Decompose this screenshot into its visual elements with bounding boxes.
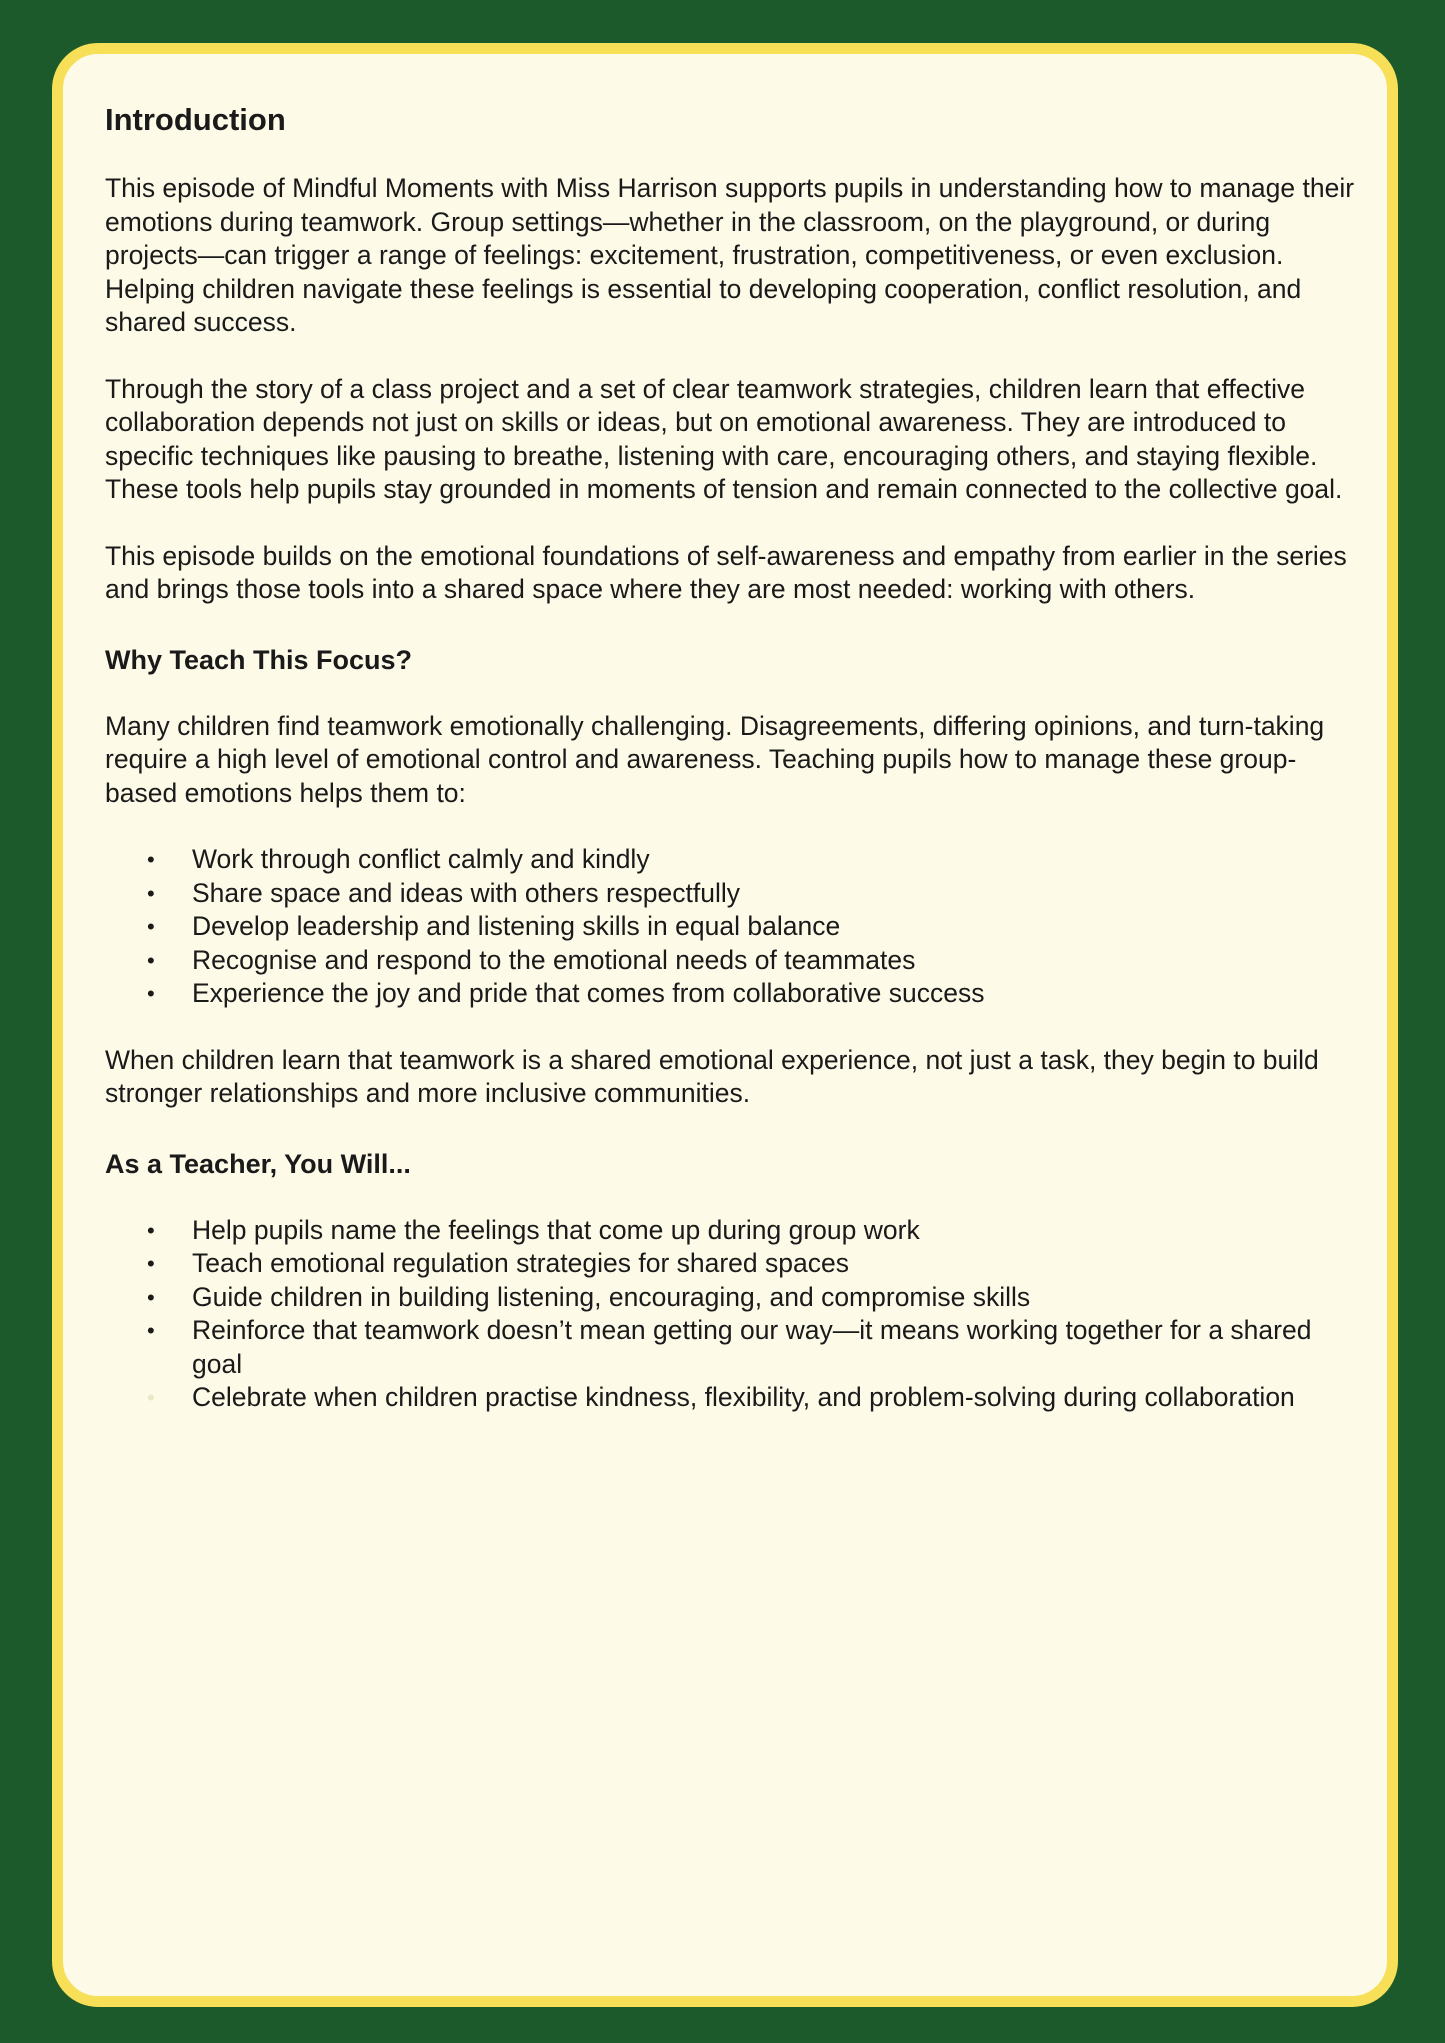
why-teach-intro: Many children find teamwork emotionally challenging. Disagreements, differing opinions, and turn-taking require a high level of emotional control and awareness. Teaching pupils how to manage these group-based emotions helps them to: — [105, 710, 1325, 808]
as-teacher-list — [105, 1214, 1355, 1415]
why-teach-closing: When children learn that teamwork is a shared emotional experience, not just a task, they begin to build stronger relationships and more inclusive communities. — [105, 1044, 1319, 1108]
list-item: • Recognise and respond to the emotional needs of teammates — [192, 944, 1355, 978]
introduction-paragraph: Through the story of a class project and a set of clear teamwork strategies, children learn that effective collaboration depends not just on skills or ideas, but on emotional awareness. They are introduced to specific techniques like pausing to breathe, listening with care, encouraging others, and staying flexible. These tools help pupils stay grounded in moments of tension and remain connected to the collective goal. — [105, 373, 1343, 504]
list-item: • Work through conflict calmly and kindly — [192, 843, 1355, 877]
why-teach-list — [105, 843, 1355, 1011]
document-content — [105, 98, 1355, 1448]
as-teacher-heading: As a Teacher, You Will... — [105, 1148, 411, 1179]
why-teach-heading: Why Teach This Focus? — [105, 644, 413, 675]
list-item: • Experience the joy and pride that comes from collaborative success — [192, 977, 1355, 1011]
introduction-heading: Introduction — [105, 102, 286, 137]
list-item: • Reinforce that teamwork doesn’t mean getting our way—it means working together for a shared goal — [192, 1314, 1355, 1381]
list-item: • Share space and ideas with others respectfully — [192, 877, 1355, 911]
list-item: • Guide children in building listening, encouraging, and compromise skills — [192, 1281, 1355, 1315]
introduction-paragraph: This episode builds on the emotional foundations of self-awareness and empathy from earlier in the series and brings those tools into a shared space where they are most needed: working with others. — [105, 540, 1347, 604]
list-item: • Develop leadership and listening skills in equal balance — [192, 910, 1355, 944]
list-item: • Help pupils name the feelings that come up during group work — [192, 1214, 1355, 1248]
list-item: • Celebrate when children practise kindness, flexibility, and problem-solving during collaboration — [192, 1381, 1355, 1415]
introduction-paragraph: This episode of Mindful Moments with Miss Harrison supports pupils in understanding how to manage their emotions during teamwork. Group settings—whether in the classroom, on the playground, or during projects—can trigger a range of feelings: excitement, frustration, competitiveness, or even exclusion. Helping children navigate these feelings is essential to developing cooperation, conflict resolution, and shared success. — [105, 173, 1355, 337]
list-item: • Teach emotional regulation strategies for shared spaces — [192, 1247, 1355, 1281]
